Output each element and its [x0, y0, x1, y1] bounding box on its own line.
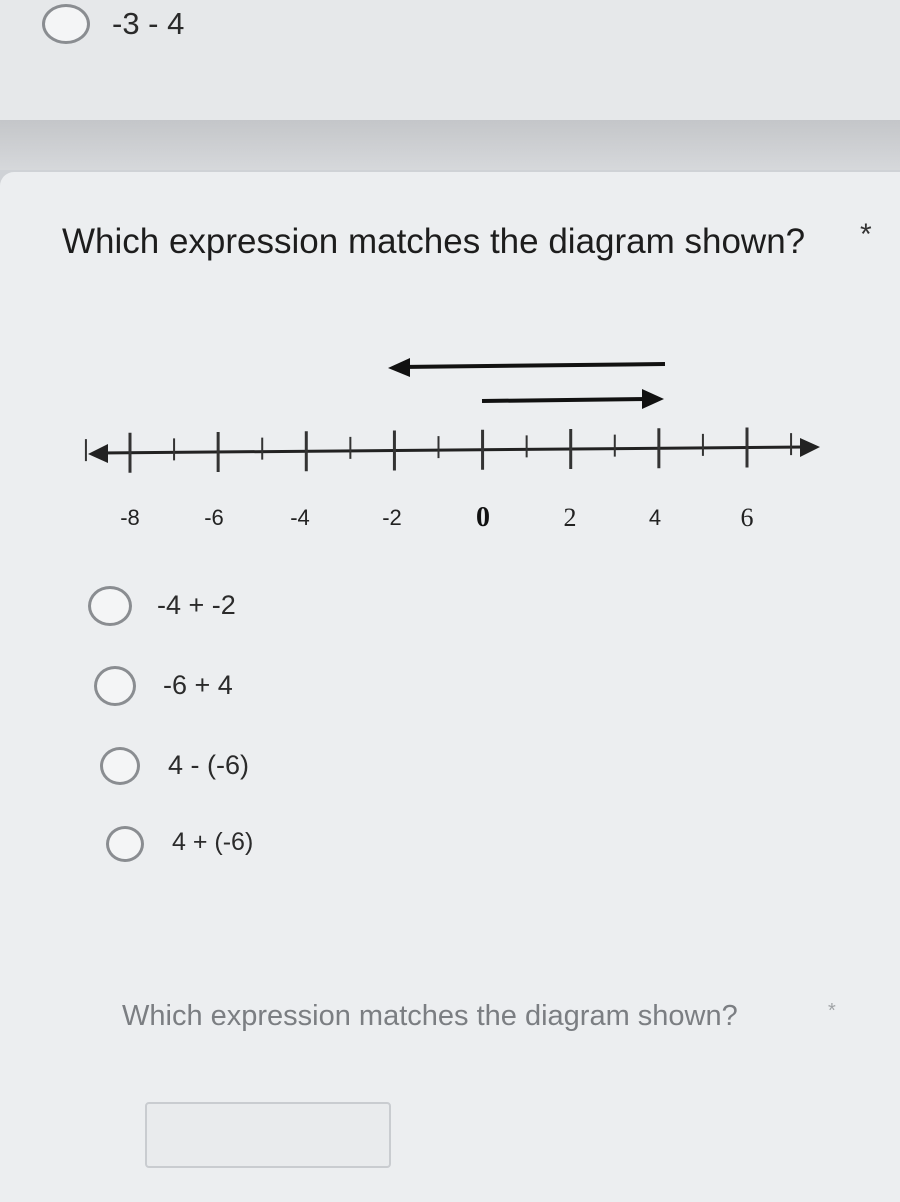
- arrow-right: [482, 389, 664, 409]
- number-line-ticks: [86, 427, 791, 472]
- tick-label: -4: [290, 505, 310, 530]
- tick-label: -2: [382, 505, 402, 530]
- option-label-1[interactable]: -4 + -2: [157, 590, 236, 620]
- tick-label: 4: [648, 505, 662, 530]
- option-radio-1[interactable]: [88, 586, 132, 626]
- option-radio-4[interactable]: [106, 826, 144, 862]
- option-label-2[interactable]: -6 + 4: [163, 670, 233, 700]
- option-radio-2[interactable]: [94, 666, 136, 706]
- previous-question-card: [0, 0, 900, 135]
- tick-label: -8: [120, 505, 140, 530]
- next-required-marker: *: [828, 1000, 836, 1022]
- required-marker: *: [860, 218, 872, 251]
- previous-option-label: -3 - 4: [112, 6, 185, 41]
- option-label-3[interactable]: 4 - (-6): [168, 750, 249, 780]
- tick-label: 6: [740, 503, 754, 532]
- number-line-diagram: [0, 340, 900, 540]
- option-label-4[interactable]: 4 + (-6): [172, 828, 254, 856]
- card-divider: [0, 120, 900, 170]
- next-answer-box[interactable]: [145, 1102, 391, 1168]
- option-radio-3[interactable]: [100, 747, 140, 785]
- question-title: Which expression matches the diagram shown?: [62, 222, 806, 261]
- number-line-axis: [88, 438, 820, 463]
- tick-label: 2: [563, 503, 577, 532]
- next-question-title: Which expression matches the diagram shown?: [122, 1000, 738, 1032]
- previous-option-radio[interactable]: [42, 4, 90, 44]
- tick-label: -6: [204, 505, 224, 530]
- tick-labels: [120, 502, 753, 533]
- arrow-left: [388, 358, 665, 377]
- tick-label: 0: [476, 502, 490, 533]
